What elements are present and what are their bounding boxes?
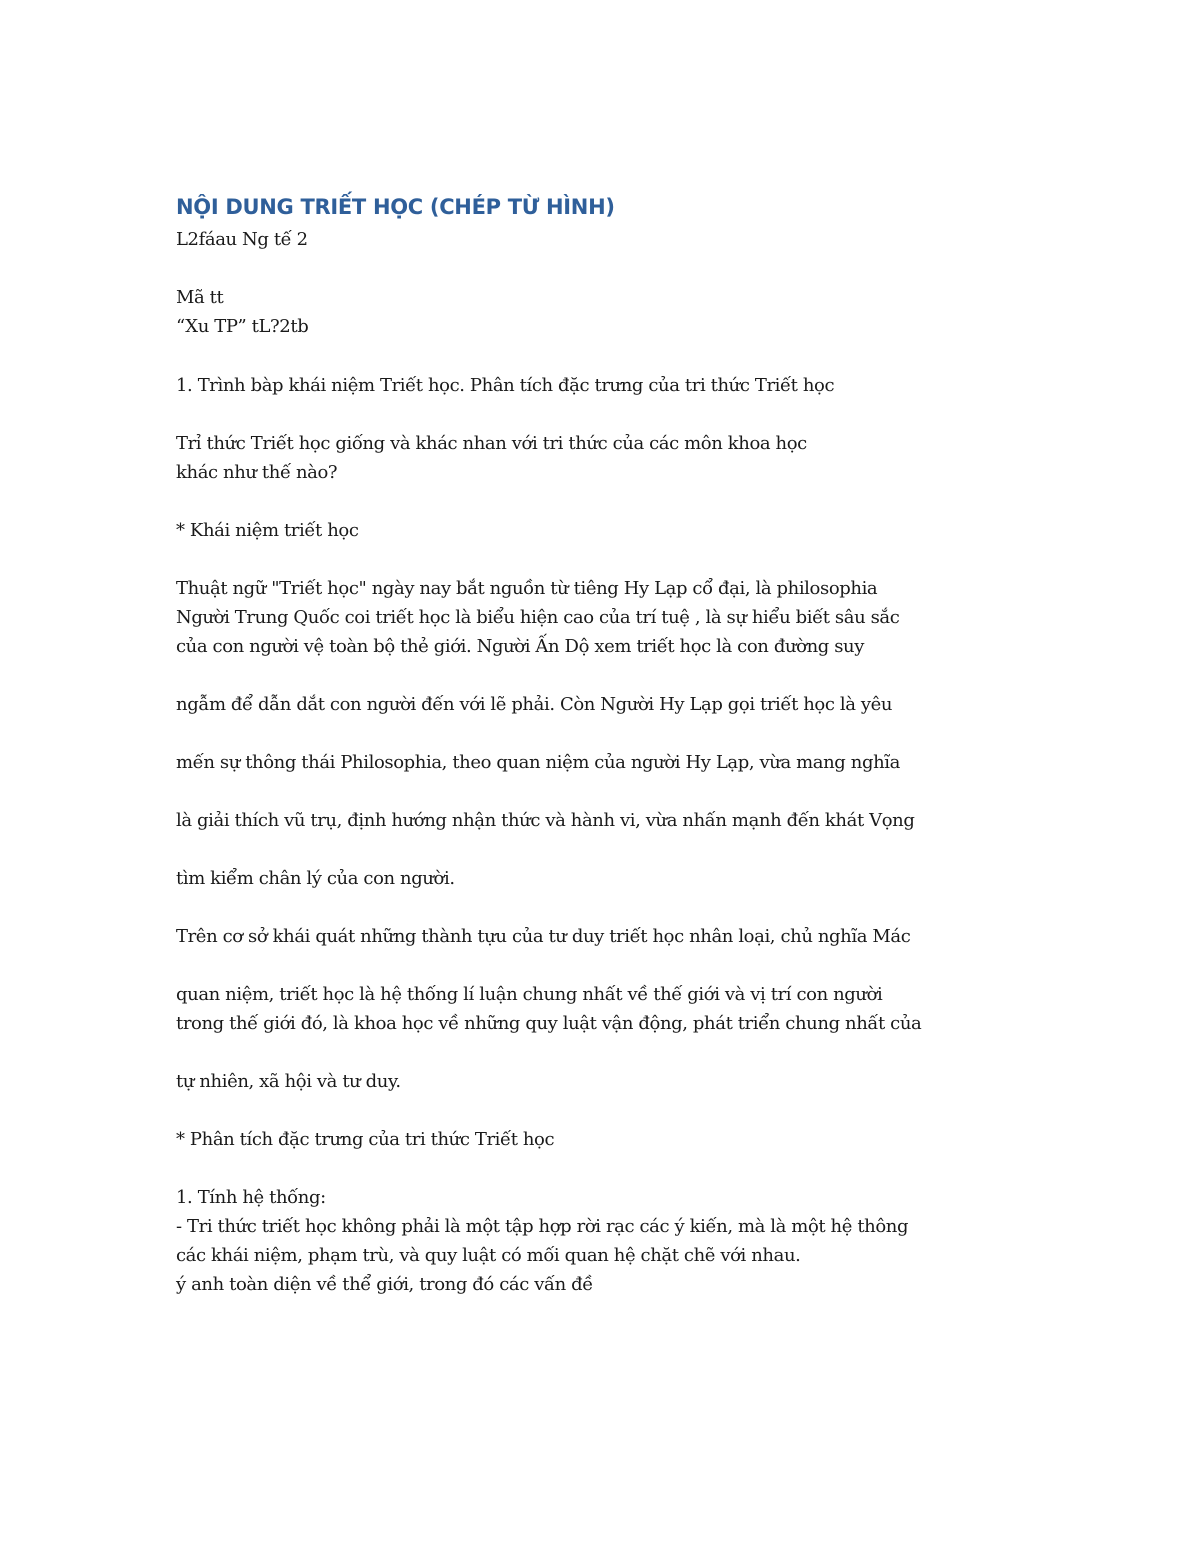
document-title: NỘI DUNG TRIẾT HỌC (CHÉP TỪ HÌNH) xyxy=(176,195,615,219)
text-line: ý anh toàn diện về thể giới, trong đó các vấn đề xyxy=(176,1274,593,1295)
list-item-heading: 1. Tính hệ thống: xyxy=(176,1187,326,1208)
text-line: ngẫm để dẫn dắt con người đến với lẽ phải. Còn Người Hy Lạp gọi triết học là yêu xyxy=(176,694,893,715)
text-line: quan niệm, triết học là hệ thống lí luận chung nhất về thế giới và vị trí con người xyxy=(176,984,883,1005)
text-line: Mã tt xyxy=(176,287,224,308)
text-line: “Xu TP” tL?2tb xyxy=(176,316,309,337)
section-heading: * Phân tích đặc trưng của tri thức Triết học xyxy=(176,1129,555,1150)
text-line: Người Trung Quốc coi triết học là biểu hiện cao của trí tuệ , là sự hiểu biết sâu sắc xyxy=(176,607,900,628)
text-line: Trỉ thức Triết học giống và khác nhan với tri thức của các môn khoa học xyxy=(176,433,807,454)
section-heading: * Khái niệm triết học xyxy=(176,520,359,541)
text-line: L2fáau Ng tế 2 xyxy=(176,229,308,250)
text-line: là giải thích vũ trụ, định hướng nhận thức và hành vi, vừa nhấn mạnh đến khát Vọng xyxy=(176,810,915,831)
text-line: tìm kiểm chân lý của con người. xyxy=(176,868,455,889)
text-line: của con người vệ toàn bộ thẻ giới. Người Ấn Dộ xem triết học là con đường suy xyxy=(176,636,865,657)
text-line: khác như thế nào? xyxy=(176,462,338,483)
text-line: 1. Trình bàp khái niệm Triết học. Phân tích đặc trưng của tri thức Triết học xyxy=(176,375,835,396)
text-line: trong thế giới đó, là khoa học về những quy luật vận động, phát triển chung nhất của xyxy=(176,1013,922,1034)
text-line: Thuật ngữ "Triết học" ngày nay bắt nguồn từ tiêng Hy Lạp cổ đại, là philosophia xyxy=(176,578,878,599)
text-line: mến sự thông thái Philosophia, theo quan niệm của người Hy Lạp, vừa mang nghĩa xyxy=(176,752,900,773)
text-line: các khái niệm, phạm trù, và quy luật có mối quan hệ chặt chẽ với nhau. xyxy=(176,1245,801,1266)
text-line: - Tri thức triết học không phải là một tập hợp rời rạc các ý kiến, mà là một hệ thông xyxy=(176,1216,909,1237)
text-line: Trên cơ sở khái quát những thành tựu của tư duy triết học nhân loại, chủ nghĩa Mác xyxy=(176,926,911,947)
text-line: tự nhiên, xã hội và tư duy. xyxy=(176,1071,401,1092)
